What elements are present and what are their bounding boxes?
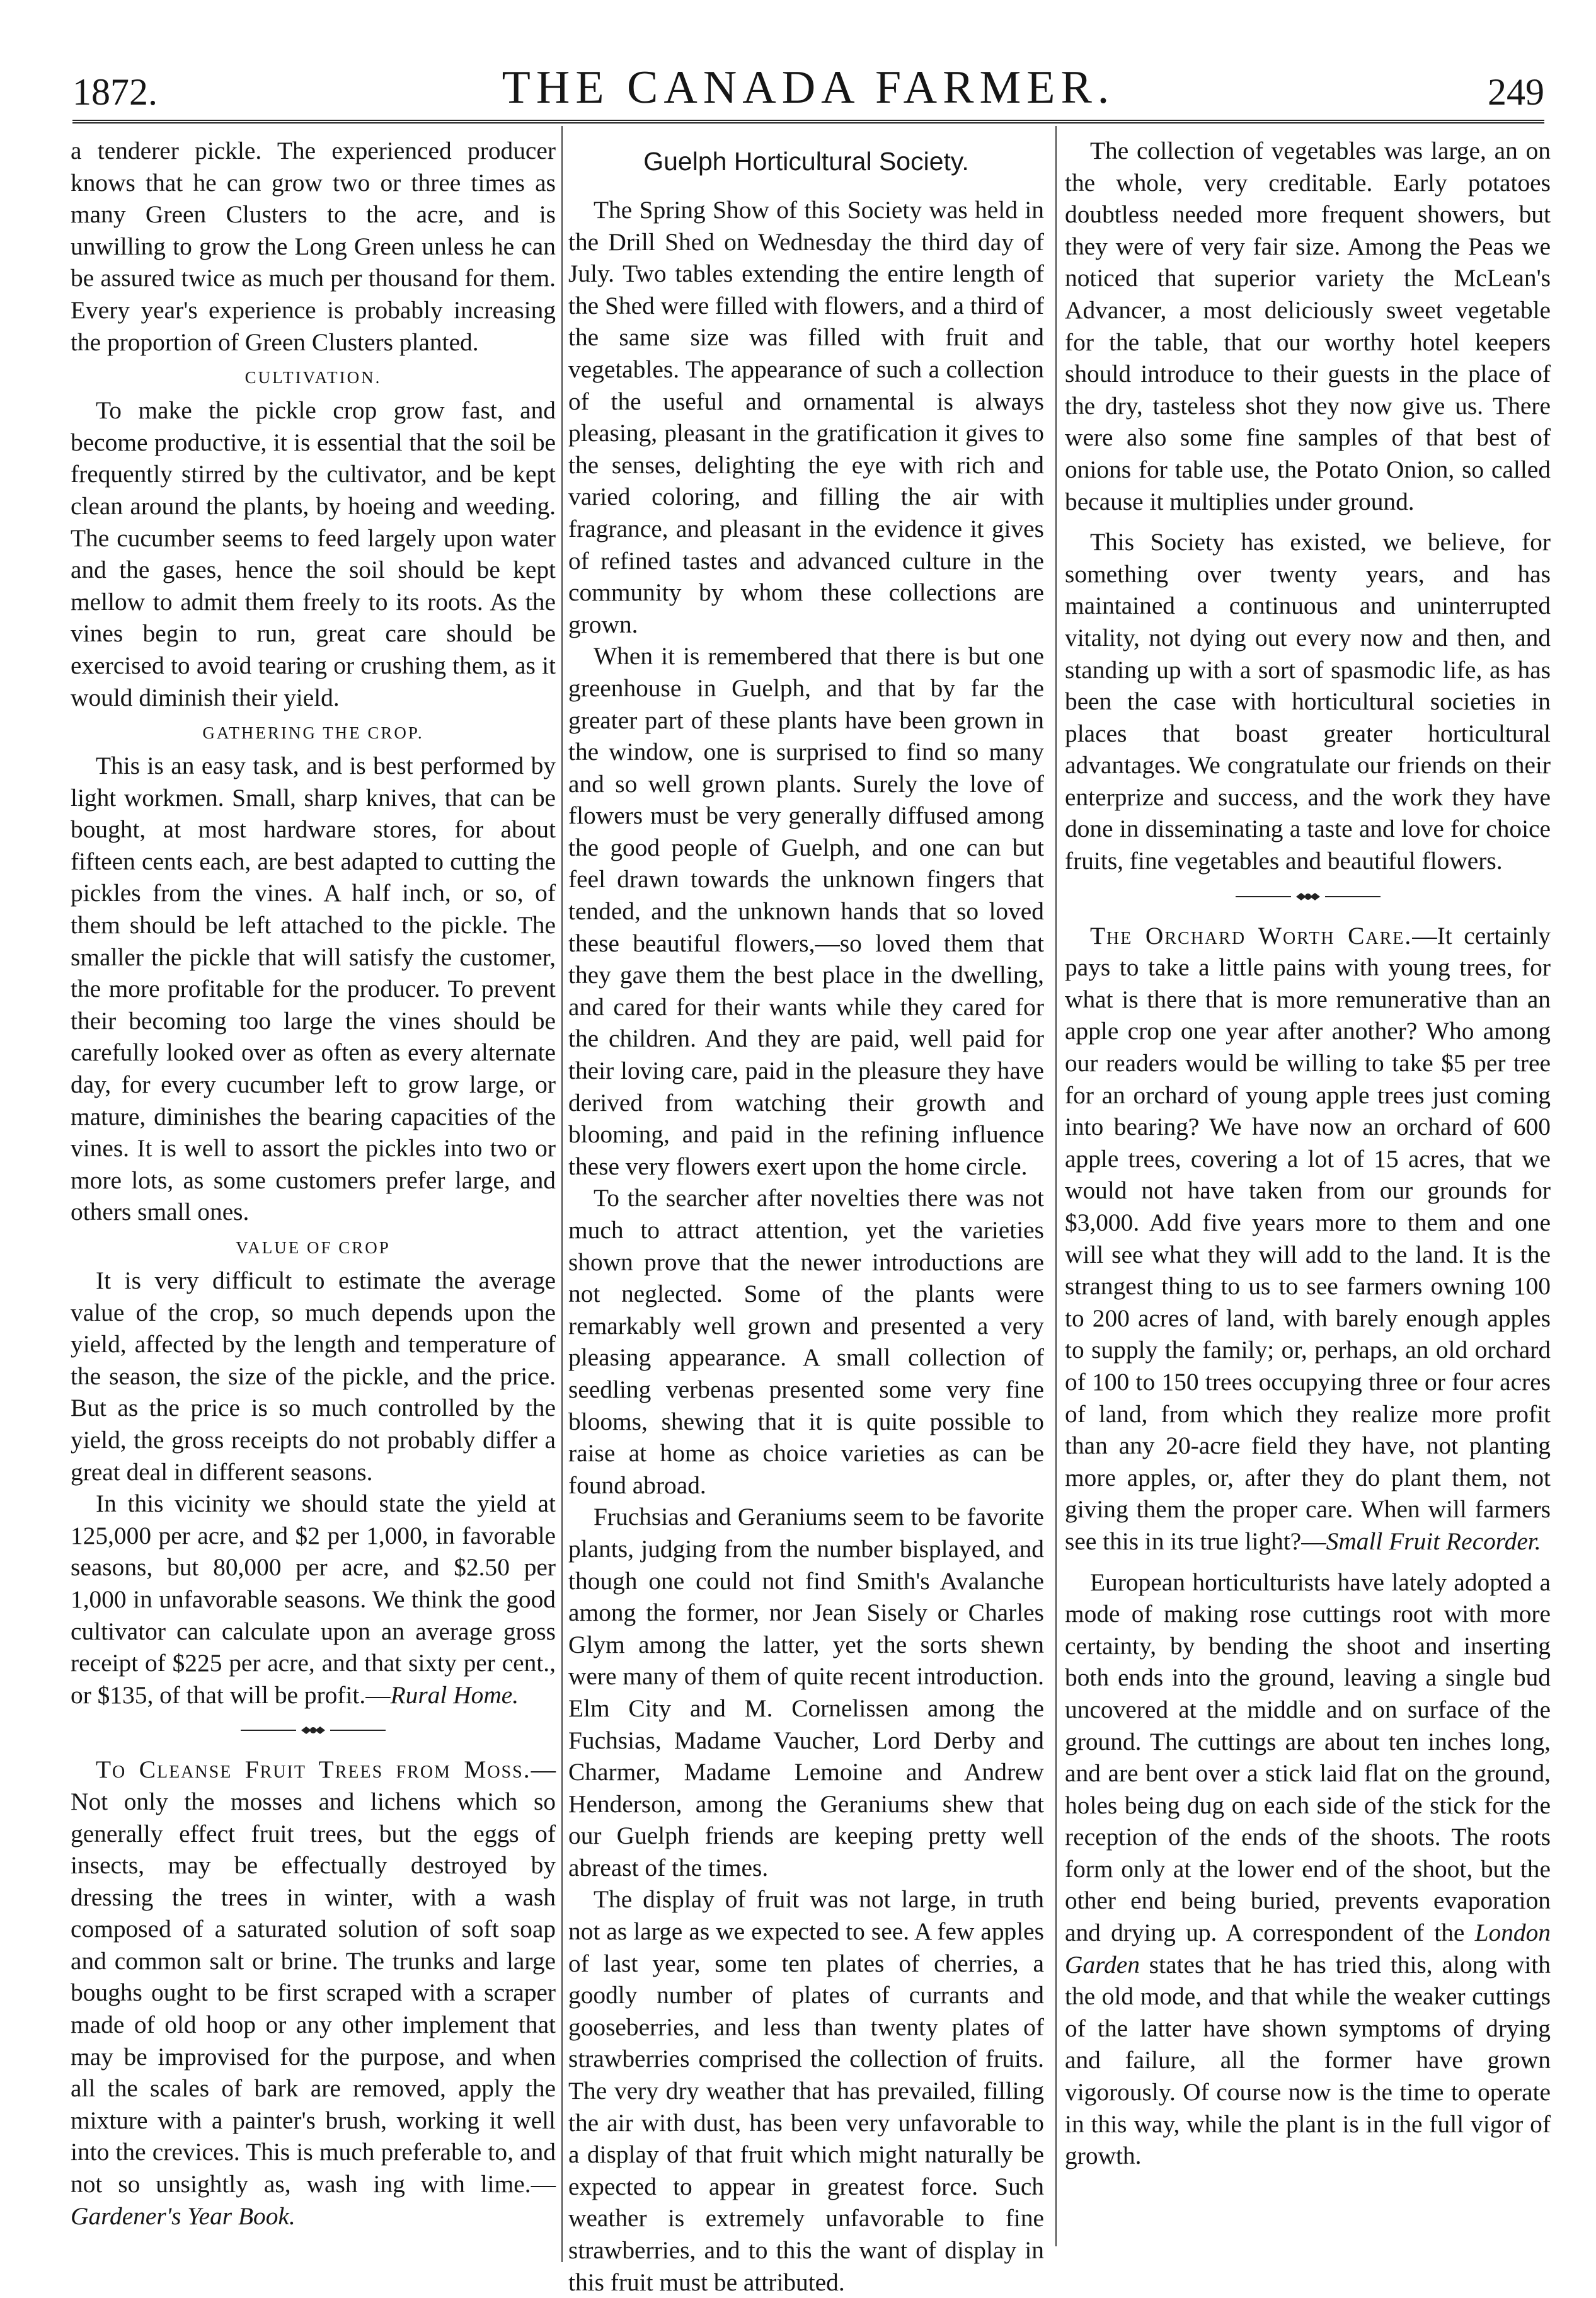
- header-rule: [72, 120, 1544, 125]
- column-left: [71, 135, 556, 2273]
- paragraph: To the searcher after novelties there was not much to attract attention, yet the varieties shown prove that the newer introductions are not neglected. Some of the plants were remarkably well grown and presented a very pleasing appearance. A small collection of seedling verbenas presented some very fine blooms, shewing that it is quite possible to raise at home as choice varieties as can be found abroad.: [568, 1184, 1044, 1499]
- source-citation: Rural Home.: [390, 1680, 519, 1709]
- column-right: [1065, 135, 1551, 2273]
- paragraph: When it is remembered that there is but one greenhouse in Guelph, and that by far the greater part of these plants have been grown in the window, one is surprised to find so many and so well grown plants. Surely the love of flowers must be very generally diffused among the good people of Guelph, and one can but feel drawn towards the unknown fingers that tended, and the unknown hands that so loved these beautiful flowers,—so loved them that they gave them the best place in the dwelling, and cared for their wants while they cared for the children. And they are paid, well paid for their loving care, paid in the pleasure they have derived from watching their growth and blooming, and paid in the refining influence these very flowers exert upon the home circle.: [568, 642, 1044, 1180]
- paragraph: Fruchsias and Geraniums seem to be favorite plants, judging from the number bisplayed, and though one could not find Smith's Avalanche among the former, nor Jean Sisely or Charles Glym among the latter, yet the sorts shewn were many of them of quite recent introduction. Elm City and M. Cornelissen among the Fuchsias, Madame Vaucher, Lord Derby and Charmer, Madame Lemoine and Andrew Henderson, among the Geraniums shew that our Guelph friends are keeping pretty well abreast of the times.: [568, 1503, 1044, 1881]
- paragraph-text: In this vicinity we should state the yield at 125,000 per acre, and $2 per 1,000, in favorable seasons, but 80,000 per acre, and $2.50 per 1,000 in unfavorable seasons. We think the good cultivator can calculate upon an average gross receipt of $225 per acre, and that sixty per cent., or $135, of that will be profit.—: [71, 1490, 556, 1709]
- paragraph-text: states that he has tried this, along with the old mode, and that while the weaker cuttings of the latter have shown symptoms of drying and failure, all the former have grown vigorously. Of course now is the time to operate in this way, while the plant is in the full vigor of growth.: [1065, 1950, 1551, 2170]
- running-header: [72, 55, 1544, 116]
- page-number: 249: [1488, 71, 1544, 113]
- paragraph: [71, 1754, 556, 2232]
- subheading-value: VALUE OF CROP: [236, 1238, 391, 1257]
- paragraph: [71, 1488, 556, 1711]
- subheading-gathering: GATHERING THE CROP.: [202, 723, 424, 743]
- source-citation: Small Fruit Recorder.: [1326, 1527, 1541, 1555]
- ornamental-rule: [71, 1723, 556, 1740]
- paragraph-text: —Not only the mosses and lichens which so generally effect fruit trees, but the eggs of insects, may be effectually destroyed by dressing the trees in winter, with a wash composed of a saturated solution of soft soap and common salt or brine. The trunks and large boughs ought to be first scraped with a scraper made of old hoop or any other implement that may be improvised for the purpose, and when all the scales of bark are removed, apply the mixture with a painter's brush, working it well into the crevices. This is much preferable to, and not so unsightly as, wash ing with lime.—: [71, 1755, 556, 2198]
- paragraph: This Society has existed, we believe, for something over twenty years, and has maintained a continuous and uninterrupted vitality, not dying out every now and then, and standing up with a sort of spasmodic life, as has been the case with horticultural societies in places that boast greater horticultural advantages. We congratulate our friends on their enterprize and success, and the work they have done in disseminating a taste and love for choice fruits, fine vegetables and beautiful flowers.: [1065, 528, 1551, 875]
- article-title: The Orchard Worth Care.: [1090, 921, 1413, 950]
- paragraph-text: European horticulturists have lately adopted a mode of making rose cuttings root with more certainty, by bending the shoot and inserting both ends into the ground, leaving a single bud uncovered at the middle and on surface of the ground. The cuttings are about ten inches long, and are bent over a stick laid flat on the ground, holes being dug on each side of the stick for the reception of the ends of the shoots. The roots form only at the lower end of the shoot, but the other end being buried, prevents evaporation and drying up. A correspondent of the: [1065, 1568, 1551, 1947]
- subheading-cultivation: CULTIVATION.: [244, 368, 382, 388]
- ornamental-rule: [1065, 890, 1551, 906]
- publication-name: London Garden: [1065, 1919, 1551, 1979]
- paragraph: [1065, 1566, 1551, 2172]
- article-title: To Cleanse Fruit Trees from Moss.: [96, 1755, 531, 1784]
- paragraph: [1065, 920, 1551, 1558]
- paragraph: The Spring Show of this Society was held in the Drill Shed on Wednesday the third day of July. Two tables extending the entire length of the Shed were filled with flowers, and a third of the same size was filled with fruit and vegetables. The appearance of such a collection of the useful and ornamental is always pleasing, pleasant in the gratification it gives to the senses, delighting the eye with rich and varied coloring, and filling the air with fragrance, and pleasant in the evidence it gives of refined tastes and advanced culture in the community by whom these collections are grown.: [568, 196, 1044, 638]
- paragraph: To make the pickle crop grow fast, and become productive, it is essential that the soil be frequently stirred by the cultivator, and be kept clean around the plants, by hoeing and weeding. The cucumber seems to feed largely upon water and the gases, hence the soil should be kept mellow to admit them freely to its roots. As the vines begin to run, great care should be exercised to avoid tearing or crushing them, as it would diminish their yield.: [71, 396, 556, 711]
- paragraph-text: —It certainly pays to take a little pains with young trees, for what is there that is more remunerative than an apple crop one year after another? Who among our readers would be willing to take $5 per tree for an orchard of young apple trees just coming into bearing? We have now an orchard of 600 apple trees, covering a lot of 15 acres, that we would not have taken from our grounds for $3,000. Add five years more to them and one will see what they will add to the land. It is the strangest thing to us to see farmers owning 100 to 200 acres of land, with barely enough apples to supply the family; or, perhaps, an old orchard of 100 to 150 trees occupying three or four acres of land, from which they realize more profit than any 20-acre field they have, not planting more apples, or, after they do plant them, not giving them the proper care. When will farmers see this in its true light?—: [1065, 921, 1551, 1555]
- paragraph: This is an easy task, and is best performed by light workmen. Small, sharp knives, that can be bought, at most hardware stores, for about fifteen cents each, are best adapted to cutting the pickles from the vines. A half inch, or so, of them should be left attached to the pickle. The smaller the pickle that will satisfy the customer, the more profitable for the producer. To prevent their becoming too large the vines should be carefully looked over as often as every alternate day, for every cucumber left to grow large, or mature, diminishes the bearing capacities of the vines. It is well to assort the pickles into two or more lots, as some customers prefer large, and others small ones.: [71, 752, 556, 1226]
- article-heading: Guelph Horticultural Society.: [643, 147, 969, 176]
- header-year: 1872.: [72, 71, 158, 113]
- source-citation: Gardener's Year Book.: [71, 2202, 296, 2230]
- paragraph: It is very difficult to estimate the average value of the crop, so much depends upon the yield, affected by the length and temperature of the season, the size of the pickle, and the price. But as the price is so much controlled by the yield, the gross receipts do not probably differ a great deal in different seasons.: [71, 1267, 556, 1486]
- paragraph: The collection of vegetables was large, an on the whole, very creditable. Early potatoes doubtless needed more frequent showers, but they were of very fair size. Among the Peas we noticed that superior variety the McLean's Advancer, a most deliciously sweet vegetable for the table, that our worthy hotel keepers should introduce to their guests in the place of the dry, tasteless shot they now give us. There were also some fine samples of that best of onions for table use, the Potato Onion, so called because it multiplies under ground.: [1065, 137, 1551, 515]
- column-divider: [561, 126, 563, 2262]
- paragraph: a tenderer pickle. The experienced producer knows that he can grow two or three times as many Green Clusters to the acre, and is unwilling to grow the Long Green unless he can be assured twice as much per thousand for them. Every year's experience is probably increasing the proportion of Green Clusters planted.: [71, 137, 556, 356]
- masthead-title: THE CANADA FARMER.: [502, 62, 1115, 113]
- column-divider: [1055, 126, 1057, 2246]
- paragraph: The display of fruit was not large, in truth not as large as we expected to see. A few apples of last year, some ten plates of cherries, a goodly number of plates of currants and gooseberries, and less than twenty plates of strawberries comprised the collection of fruits. The very dry weather that has prevailed, filling the air with dust, has been very unfavorable to a display of that fruit which might naturally be expected to appear in greatest force. Such weather is extremely unfavorable to fine strawberries, and to this the want of display in this fruit must be attributed.: [568, 1885, 1044, 2296]
- column-middle: [568, 135, 1044, 2296]
